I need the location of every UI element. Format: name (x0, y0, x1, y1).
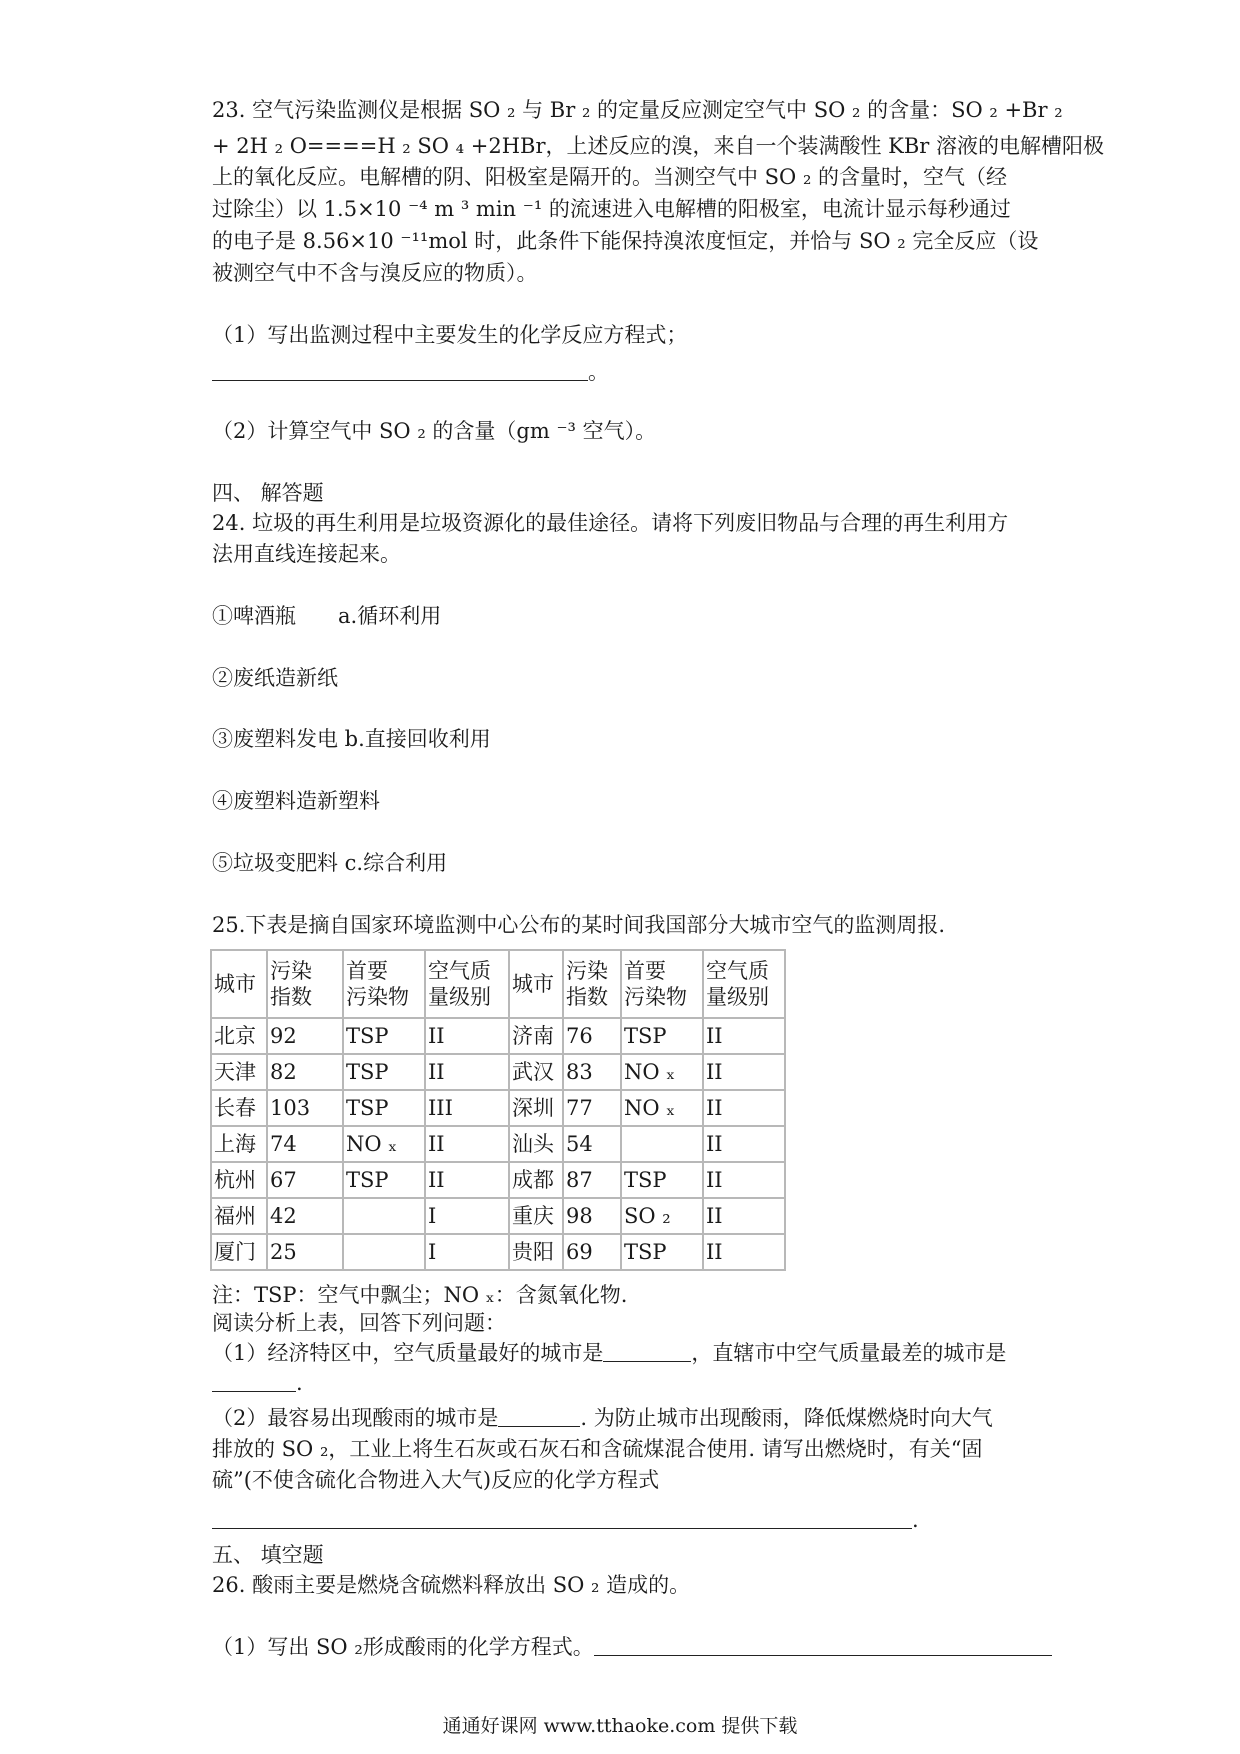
table-cell: 济南 (509, 1018, 563, 1054)
q23-line-5: 的电子是 8.56×10 ⁻¹¹mol 时，此条件下能保持溴浓度恒定，并恰与 SO ₂ 完全反应（设 (212, 229, 1039, 253)
header-cell: 首要 污染物 (343, 950, 425, 1018)
header-cell: 污染 指数 (563, 950, 621, 1018)
q23-line-1: 23. 空气污染监测仪是根据 SO ₂ 与 Br ₂ 的定量反应测定空气中 SO ₂ 的含量：SO ₂ +Br ₂ (212, 98, 1063, 122)
q25-sub-1-end: . (296, 1371, 303, 1395)
q24-item-4: ④废塑料造新塑料 (212, 789, 380, 813)
table-cell: II (425, 1126, 509, 1162)
air-quality-table (210, 949, 786, 1271)
table-cell: 76 (563, 1018, 621, 1054)
table-cell: 杭州 (211, 1162, 267, 1198)
table-cell: II (703, 1234, 785, 1270)
table-cell: 103 (267, 1090, 343, 1126)
q25-sub-1 (212, 1338, 1042, 1368)
table-cell: 74 (267, 1126, 343, 1162)
table-cell: 成都 (509, 1162, 563, 1198)
header-cell: 空气质 量级别 (703, 950, 785, 1018)
table-cell: TSP (343, 1162, 425, 1198)
q25-sub-1-text-a: （1）经济特区中，空气质量最好的城市是 (212, 1341, 604, 1365)
table-cell: TSP (621, 1234, 703, 1270)
table-cell (343, 1198, 425, 1234)
answer-blank[interactable] (212, 379, 588, 381)
table-cell: NO ₓ (343, 1126, 425, 1162)
table-cell: TSP (621, 1018, 703, 1054)
table-cell: II (703, 1090, 785, 1126)
table-cell: 77 (563, 1090, 621, 1126)
table-cell: I (425, 1234, 509, 1270)
q25-intro: 25.下表是摘自国家环境监测中心公布的某时间我国部分大城市空气的监测周报. (212, 913, 946, 937)
table-cell: 北京 (211, 1018, 267, 1054)
q23-sub-2: （2）计算空气中 SO ₂ 的含量（gm ⁻³ 空气）。 (212, 419, 657, 443)
section-4-title: 四、 解答题 (212, 481, 324, 505)
table-cell: II (425, 1054, 509, 1090)
table-cell: 厦门 (211, 1234, 267, 1270)
table-cell: 天津 (211, 1054, 267, 1090)
table-cell: TSP (343, 1018, 425, 1054)
table-cell: 67 (267, 1162, 343, 1198)
table-cell: 武汉 (509, 1054, 563, 1090)
table-cell: SO ₂ (621, 1198, 703, 1234)
header-cell: 空气质 量级别 (425, 950, 509, 1018)
q25-sub-2-text-b: . 为防止城市出现酸雨，降低煤燃烧时向大气 (580, 1406, 993, 1430)
table-cell: 69 (563, 1234, 621, 1270)
table-cell: NO ₓ (621, 1054, 703, 1090)
table-cell: II (703, 1162, 785, 1198)
q26-sub-1 (212, 1632, 1042, 1662)
table-cell: II (703, 1054, 785, 1090)
table-row (211, 1054, 785, 1090)
table-cell: 重庆 (509, 1198, 563, 1234)
q25-sub-1-text-b: ，直辖市中空气质量最差的城市是 (691, 1341, 1007, 1365)
table-cell: 83 (563, 1054, 621, 1090)
q25-sub-2-line-2: 排放的 SO ₂，工业上将生石灰或石灰石和含硫煤混合使用. 请写出燃烧时，有关“固 (212, 1437, 983, 1461)
q24-item-5: ⑤垃圾变肥料 c.综合利用 (212, 851, 448, 875)
table-row (211, 1018, 785, 1054)
table-cell: II (703, 1126, 785, 1162)
q23-sub-1-end: 。 (588, 360, 609, 384)
q23-sub-1-answer-line (212, 357, 1042, 387)
table-row (211, 1234, 785, 1270)
table-cell: I (425, 1198, 509, 1234)
table-cell: II (425, 1018, 509, 1054)
q23-sub-1: （1）写出监测过程中主要发生的化学反应方程式； (212, 323, 688, 347)
table-row (211, 1126, 785, 1162)
table-cell: NO ₓ (621, 1090, 703, 1126)
table-cell: 92 (267, 1018, 343, 1054)
q23-line-3: 上的氧化反应。电解槽的阴、阳极室是隔开的。当测空气中 SO ₂ 的含量时，空气（经 (212, 165, 1008, 189)
q23-line-6: 被测空气中不含与溴反应的物质）。 (212, 261, 538, 285)
table-row (211, 1090, 785, 1126)
q24-item-1: ①啤酒瓶 a.循环利用 (212, 604, 442, 628)
table-cell: 82 (267, 1054, 343, 1090)
table-cell: 福州 (211, 1198, 267, 1234)
answer-blank[interactable] (498, 1425, 580, 1427)
q24-line-1: 24. 垃圾的再生利用是垃圾资源化的最佳途径。请将下列废旧物品与合理的再生利用方 (212, 511, 1009, 535)
table-row (211, 1198, 785, 1234)
table-cell (343, 1234, 425, 1270)
q25-read: 阅读分析上表，回答下列问题： (212, 1311, 506, 1335)
q24-item-3: ③废塑料发电 b.直接回收利用 (212, 727, 491, 751)
table-cell: 42 (267, 1198, 343, 1234)
header-cell: 城市 (211, 950, 267, 1018)
q25-sub-2-answer-line (212, 1505, 1042, 1535)
q23-line-4: 过除尘）以 1.5×10 ⁻⁴ m ³ min ⁻¹ 的流速进入电解槽的阳极室，电流计显示每秒通过 (212, 197, 1011, 221)
q25-note: 注：TSP：空气中飘尘；NO ₓ：含氮氧化物. (212, 1283, 628, 1307)
q25-sub-1-line-2 (212, 1368, 1042, 1398)
q26-sub-1-text: （1）写出 SO ₂形成酸雨的化学方程式。 (212, 1635, 594, 1659)
table-cell: 贵阳 (509, 1234, 563, 1270)
table-cell: III (425, 1090, 509, 1126)
section-5-title: 五、 填空题 (212, 1543, 324, 1567)
table-cell: II (703, 1018, 785, 1054)
table-cell: 上海 (211, 1126, 267, 1162)
answer-blank[interactable] (603, 1360, 691, 1362)
table-row (211, 1162, 785, 1198)
header-cell: 污染 指数 (267, 950, 343, 1018)
table-cell: II (703, 1198, 785, 1234)
q25-sub-2-text-a: （2）最容易出现酸雨的城市是 (212, 1406, 499, 1430)
answer-blank[interactable] (212, 1527, 912, 1529)
header-cell: 城市 (509, 950, 563, 1018)
page-footer: 通通好课网 www.tthaoke.com 提供下载 (442, 1715, 798, 1737)
q26-line-1: 26. 酸雨主要是燃烧含硫燃料释放出 SO ₂ 造成的。 (212, 1573, 691, 1597)
q24-line-2: 法用直线连接起来。 (212, 542, 401, 566)
table-cell: TSP (621, 1162, 703, 1198)
table-header-row (211, 950, 785, 1018)
q25-sub-2-end: . (912, 1508, 919, 1532)
table-cell: II (425, 1162, 509, 1198)
table-cell: 25 (267, 1234, 343, 1270)
q25-sub-2-line-3: 硫”(不使含硫化合物进入大气)反应的化学方程式 (212, 1468, 660, 1492)
answer-blank[interactable] (594, 1654, 1052, 1656)
table-cell: 98 (563, 1198, 621, 1234)
answer-blank[interactable] (212, 1390, 296, 1392)
table-cell: TSP (343, 1054, 425, 1090)
table-cell: 长春 (211, 1090, 267, 1126)
table-cell: 深圳 (509, 1090, 563, 1126)
q23-line-2: + 2H ₂ O====H ₂ SO ₄ +2HBr，上述反应的溴，来自一个装满酸性 KBr 溶液的电解槽阳极 (212, 134, 1105, 158)
q24-item-2: ②废纸造新纸 (212, 666, 338, 690)
q25-sub-2 (212, 1403, 1042, 1433)
table-cell: 54 (563, 1126, 621, 1162)
table-cell (621, 1126, 703, 1162)
table-cell: 87 (563, 1162, 621, 1198)
table-cell: 汕头 (509, 1126, 563, 1162)
header-cell: 首要 污染物 (621, 950, 703, 1018)
table-cell: TSP (343, 1090, 425, 1126)
